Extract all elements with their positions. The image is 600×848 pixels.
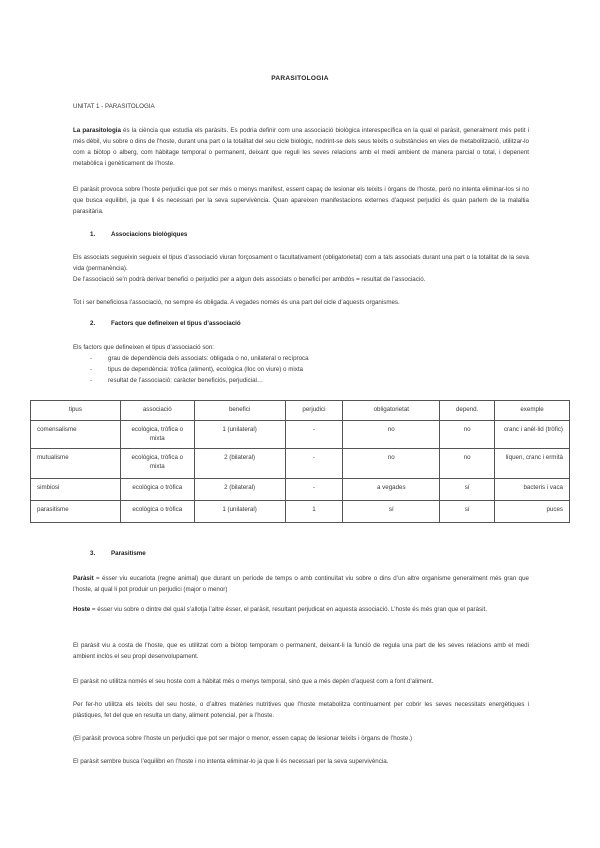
section-title: Factors que defineixen el tipus d’associació xyxy=(111,320,241,327)
section-title: Associacions biològiques xyxy=(111,231,188,238)
parasit-text: = ésser viu eucariota (regne animal) que durant un període de temps o amb continuïtat viu sobre o dins d’un altre organisme generalment més gran que l’hoste, al qual li pot produir un perjudici (major o menor) xyxy=(73,575,529,593)
table-cell: bacteris i vaca xyxy=(495,479,570,501)
section-heading-associacions xyxy=(90,231,187,238)
table-cell: - xyxy=(285,421,343,449)
table-cell: - xyxy=(285,479,343,501)
section-heading-parasitisme xyxy=(90,550,146,557)
intro-term: La parasitologia xyxy=(73,127,121,134)
table-row xyxy=(31,421,570,449)
intro-paragraph xyxy=(73,125,529,169)
section-number: 3. xyxy=(90,550,96,557)
list-item: - tipus de dependència: tròfica (aliment), ecològica (lloc on viure) o mixta xyxy=(90,364,309,375)
column-header: depend. xyxy=(440,401,495,421)
paragraph-perjudici: El paràsit provoca sobre l’hoste perjudici que pot ser més o menys manifest, essent capaç de lesionar els teixits i òrgans de l’hoste, però no intenta eliminar-los si no que busca equilibri, ja que li és necessari per la seva supervivència. Quan apareixen manifestacions externes d’aquest perjudici és quan parlem de la malaltia parasitària. xyxy=(73,186,529,215)
table-cell: simbiosi xyxy=(31,479,121,501)
column-header: associació xyxy=(120,401,194,421)
paragraph-parasit xyxy=(73,573,529,595)
table-cell: 1 (unilateral) xyxy=(194,501,285,523)
table-cell: no xyxy=(440,421,495,449)
table-header-row xyxy=(31,401,570,421)
column-header: tipus xyxy=(31,401,121,421)
associats-line-2: De l’associació se’n podrà derivar benefici o perjudici per a algun dels associats o benefici per ambdós = resultat de l’associació. xyxy=(73,276,426,283)
paragraph-hoste xyxy=(73,604,529,615)
table-cell: a vegades xyxy=(343,479,440,501)
paragraph-beneficiosa: Tot i ser beneficiosa l’associació, no sempre és obligada. A vegades només és una part del cicle d’aquests organismes. xyxy=(73,299,400,306)
table-cell: - xyxy=(285,449,343,479)
factors-list xyxy=(90,353,309,386)
table-cell: ecològica o tròfica xyxy=(120,501,194,523)
table-cell: ecològica, tròfica o mixta xyxy=(120,449,194,479)
paragraph-costa: El paràsit viu a costa de l’hoste, que es utilitzat com a biòtop temporam o permanent, deixant-li la funció de regula una part de les seves relacions amb el medi ambient inclòs el seu propi desenvolupament. xyxy=(73,642,529,660)
table-row xyxy=(31,501,570,523)
section-number: 2. xyxy=(90,320,96,327)
table-cell: sí xyxy=(343,501,440,523)
table-cell: no xyxy=(440,449,495,479)
section-title: Parasitisme xyxy=(111,550,146,557)
paragraph-perjudici-note: (El paràsit provoca sobre l’hoste un perjudici que pot ser major o menor, essen capaç de lesionar teixits i òrgans de l’hoste.) xyxy=(73,735,413,742)
paragraph-equilibri: El paràsit sembre busca l’equilibri en l’hoste i no intenta eliminar-lo ja que li és necessari per la seva supervivència. xyxy=(73,758,389,765)
table-cell: 2 (bilateral) xyxy=(194,479,285,501)
hoste-term: Hoste xyxy=(73,606,91,613)
unit-heading: UNITAT 1 - PARASITOLOGIA xyxy=(73,103,155,110)
associats-line-1: Els associats segueixin segueix el tipus d’associació viuran forçosament o facultativament (obligatorietat) com a tals associats durant una part o la totalitat de la seva vida (permanència). xyxy=(73,254,529,272)
column-header: obligatorietat xyxy=(343,401,440,421)
table-cell: ecològica o tròfica xyxy=(120,479,194,501)
table-cell: ecològica, tròfica o mixta xyxy=(120,421,194,449)
table-cell: sí xyxy=(440,501,495,523)
table-cell: no xyxy=(343,449,440,479)
table-cell: sí xyxy=(440,479,495,501)
column-header: perjudici xyxy=(285,401,343,421)
hoste-text: = ésser viu sobre o dintre del qual s’allotja l’altre ésser, el paràsit, resultant perjudicat en aquesta associació. L’hoste és més gran que el paràsit. xyxy=(90,606,487,613)
table-cell: cranc i anèl·lid (tròfic) xyxy=(495,421,570,449)
table-row xyxy=(31,479,570,501)
list-item: - resultat de l’associació: caràcter beneficiós, perjudicial… xyxy=(90,375,309,386)
table-cell: 1 xyxy=(285,501,343,523)
intro-text: és la ciència que estudia els paràsits. Es podria definir com una associació biològica interespecífica en la qual el paràsit, generalment més petit i més dèbil, viu sobre o dins de l’hoste, durant una part o la totalitat del seu cicle biològic, nodrint-se dels seus teixits o substàncies en vies de metabolització, utilitzar-lo com a biòtop o alberg, com hàbitage temporal o permanent, deixant que reguli les seves relacions amb el medi ambient de manera parcial o total, i depenent metabòlica i genèticament de l’hoste. xyxy=(73,127,529,167)
list-item: - grau de dependència dels associats: obligada o no, unilateral o recíproca xyxy=(90,353,309,364)
table-cell: comensalisme xyxy=(31,421,121,449)
section-heading-factors xyxy=(90,320,241,327)
table-cell: mutualisme xyxy=(31,449,121,479)
table-cell: 1 (unilateral) xyxy=(194,421,285,449)
section-number: 1. xyxy=(90,231,96,238)
table-cell: líquen, cranc i ermità xyxy=(495,449,570,479)
column-header: exemple xyxy=(495,401,570,421)
association-table xyxy=(30,400,570,523)
parasit-term: Paràsit xyxy=(73,575,94,582)
table-cell: no xyxy=(343,421,440,449)
table-cell: puces xyxy=(495,501,570,523)
document-title: PARASITOLOGIA xyxy=(271,75,329,82)
paragraph-teixits: Per fer-ho utilitza els teixits del seu hoste, o d’altres matèries nutritives que l’hoste metabolitza contínuament per cobrir les seves necessitats energètiques i plàstiques, fet del que en resulta un dany, aliment potencial, per a l’hoste. xyxy=(73,701,529,719)
table-row xyxy=(31,449,570,479)
table-cell: 2 (bilateral) xyxy=(194,449,285,479)
table-cell: parasitisme xyxy=(31,501,121,523)
column-header: benefici xyxy=(194,401,285,421)
paragraph-associats xyxy=(73,252,529,285)
factors-intro: Els factors que defineixen el tipus d’associació son: xyxy=(73,344,215,351)
paragraph-habitat: El paràsit no utilitza només el seu hoste com a hàbitat més o menys temporal, sinó que a més depèn d’aquest com a font d’aliment. xyxy=(73,678,434,685)
